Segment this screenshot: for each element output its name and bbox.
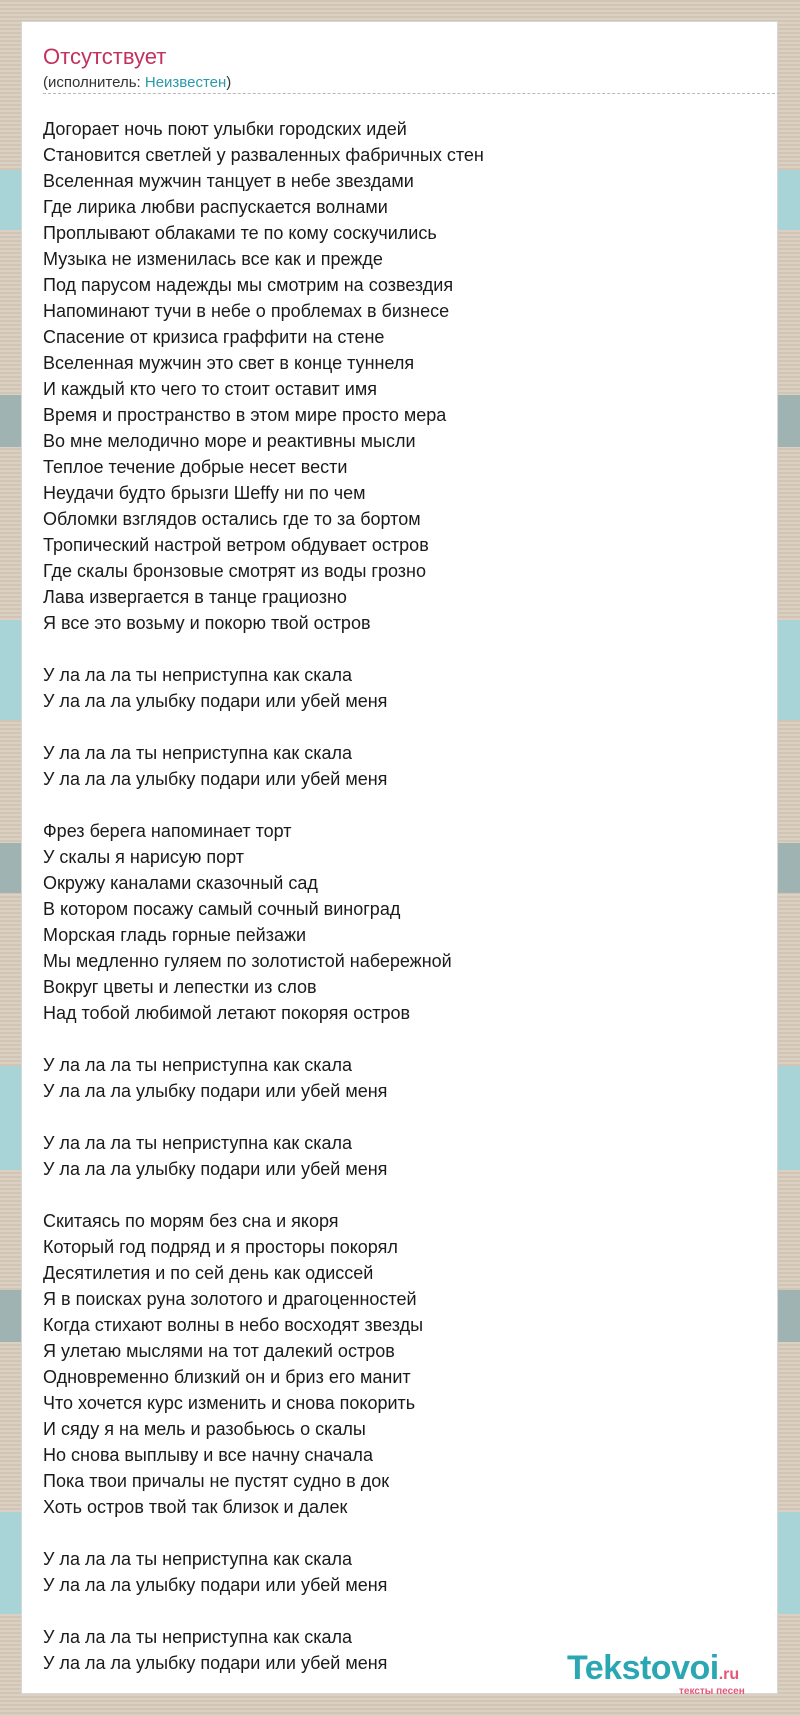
title-divider — [43, 93, 780, 94]
lyric-line: У ла ла ла улыбку подари или убей меня — [43, 1159, 388, 1179]
lyric-line: Тропический настрой ветром обдувает остров — [43, 535, 429, 555]
lyric-line: Хоть остров твой так близок и далек — [43, 1497, 348, 1517]
lyric-line: У ла ла ла ты неприступна как скала — [43, 1627, 353, 1647]
performer-prefix: (исполнитель: — [43, 74, 145, 91]
lyric-line: У ла ла ла улыбку подари или убей меня — [43, 1081, 388, 1101]
lyric-line: У ла ла ла ты неприступна как скала — [43, 1055, 353, 1075]
lyric-line: Вселенная мужчин это свет в конце туннеля — [43, 353, 415, 373]
lyric-line: У ла ла ла улыбку подари или убей меня — [43, 1575, 388, 1595]
lyric-line: Мы медленно гуляем по золотистой набережной — [43, 951, 452, 971]
performer-line — [43, 74, 231, 91]
lyric-line: У ла ла ла улыбку подари или убей меня — [43, 769, 388, 789]
lyric-line: Догорает ночь поют улыбки городских идей — [43, 119, 407, 139]
logo-name: Tekstovoi — [567, 1649, 719, 1687]
lyric-line: Лава извергается в танце грациозно — [43, 587, 347, 607]
lyric-line: Что хочется курс изменить и снова покорить — [43, 1393, 416, 1413]
lyric-line: Музыка не изменилась все как и прежде — [43, 249, 383, 269]
lyric-line: Фрез берега напоминает торт — [43, 821, 292, 841]
lyric-line: Неудачи будто брызги Шeffy ни по чем — [43, 483, 366, 503]
lyric-line: И сяду я на мель и разобьюсь о скалы — [43, 1419, 366, 1439]
lyric-line: Скитаясь по морям без сна и якоря — [43, 1211, 339, 1231]
lyric-line: Вокруг цветы и лепестки из слов — [43, 977, 317, 997]
stanza-break — [43, 1026, 763, 1052]
stanza-break — [43, 1598, 763, 1624]
lyric-line: Становится светлей у разваленных фабричных стен — [43, 145, 484, 165]
lyric-line: Десятилетия и по сей день как одиссей — [43, 1263, 374, 1283]
stanza-break — [43, 636, 763, 662]
lyric-line: Где лирика любви распускается волнами — [43, 197, 388, 217]
lyric-line: Напоминают тучи в небе о проблемах в бизнесе — [43, 301, 450, 321]
lyric-line: Я все это возьму и покорю твой остров — [43, 613, 371, 633]
lyric-line: И каждый кто чего то стоит оставит имя — [43, 379, 377, 399]
lyric-line: Обломки взглядов остались где то за бортом — [43, 509, 421, 529]
lyric-line: Я в поисках руна золотого и драгоценностей — [43, 1289, 417, 1309]
lyric-line: Время и пространство в этом мире просто мера — [43, 405, 447, 425]
lyric-line: У ла ла ла ты неприступна как скала — [43, 1549, 353, 1569]
lyric-line: Над тобой любимой летают покоряя остров — [43, 1003, 411, 1023]
logo-domain: .ru — [718, 1666, 740, 1683]
lyric-line: У ла ла ла ты неприступна как скала — [43, 743, 353, 763]
lyric-line: Проплывают облаками те по кому соскучились — [43, 223, 437, 243]
lyric-line: У скалы я нарисую порт — [43, 847, 245, 867]
lyric-line: Где скалы бронзовые смотрят из воды грозно — [43, 561, 426, 581]
lyric-line: В котором посажу самый сочный виноград — [43, 899, 401, 919]
performer-link[interactable]: Неизвестен — [144, 74, 227, 91]
lyric-line: Морская гладь горные пейзажи — [43, 925, 307, 945]
stanza-break — [43, 1104, 763, 1130]
logo-tagline: тексты песен — [679, 1686, 745, 1697]
lyric-line: Под парусом надежды мы смотрим на созвездия — [43, 275, 454, 295]
lyric-line: У ла ла ла улыбку подари или убей меня — [43, 691, 388, 711]
lyric-line: Я улетаю мыслями на тот далекий остров — [43, 1341, 395, 1361]
lyrics-text — [43, 116, 763, 1676]
song-title: Отсутствует — [43, 44, 167, 69]
performer-suffix: ) — [226, 74, 232, 91]
stanza-break — [43, 1182, 763, 1208]
lyric-line: Но снова выплыву и все начну сначала — [43, 1445, 373, 1465]
stanza-break — [43, 1520, 763, 1546]
lyric-line: Вселенная мужчин танцует в небе звездами — [43, 171, 414, 191]
lyrics-card — [21, 21, 778, 1694]
lyric-line: У ла ла ла улыбку подари или убей меня — [43, 1653, 388, 1673]
lyric-line: У ла ла ла ты неприступна как скала — [43, 665, 353, 685]
lyric-line: Пока твои причалы не пустят судно в док — [43, 1471, 390, 1491]
lyric-line: Окружу каналами сказочный сад — [43, 873, 318, 893]
lyric-line: Когда стихают волны в небо восходят звезды — [43, 1315, 424, 1335]
lyric-line: У ла ла ла ты неприступна как скала — [43, 1133, 353, 1153]
lyric-line: Спасение от кризиса граффити на стене — [43, 327, 385, 347]
stanza-break — [43, 792, 763, 818]
stanza-break — [43, 714, 763, 740]
lyric-line: Во мне мелодично море и реактивны мысли — [43, 431, 416, 451]
lyric-line: Который год подряд и я просторы покорял — [43, 1237, 398, 1257]
site-logo[interactable] — [545, 1649, 775, 1697]
lyric-line: Теплое течение добрые несет вести — [43, 457, 348, 477]
lyric-line: Одновременно близкий он и бриз его манит — [43, 1367, 411, 1387]
